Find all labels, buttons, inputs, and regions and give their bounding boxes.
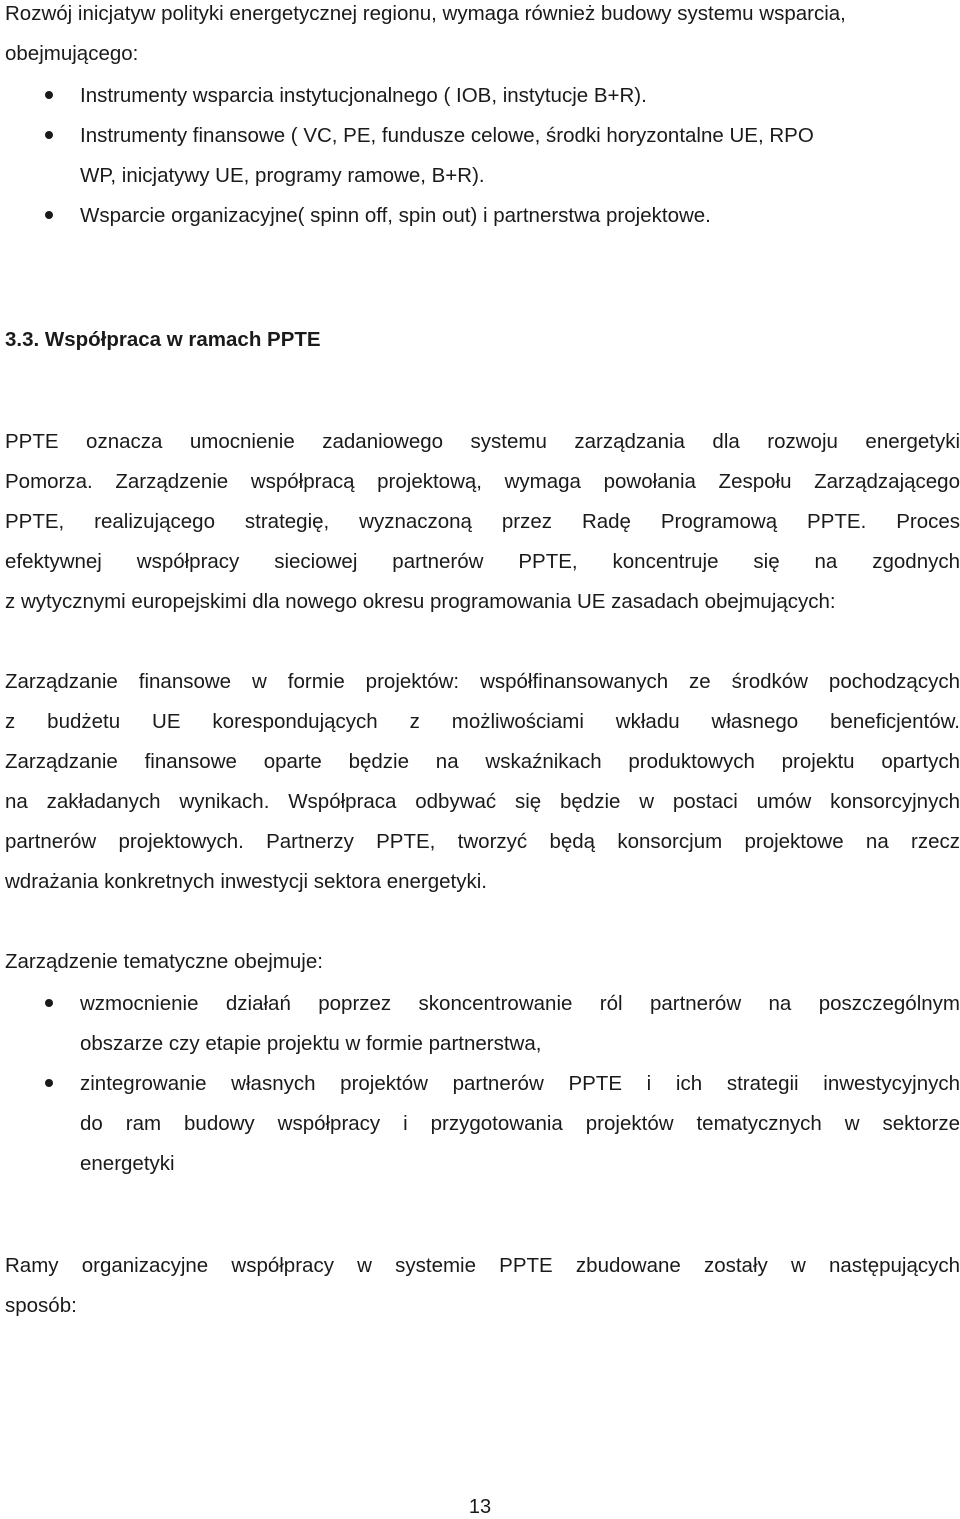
bullet-text: Wsparcie organizacyjne( spinn off, spin out) i partnerstwa projektowe. [80, 204, 711, 227]
paragraph-line: z wytycznymi europejskimi dla nowego okresu programowania UE zasadach obejmujących: [5, 590, 836, 613]
support-bullet-1 [5, 76, 960, 116]
paragraph-line: sposób: [5, 1294, 77, 1317]
bullet-text: Instrumenty wsparcia instytucjonalnego ( IOB, instytucje B+R). [80, 84, 647, 107]
paragraph-line: partnerów projektowych. Partnerzy PPTE, tworzyć będą konsorcjum projektowe na rzecz [5, 830, 960, 853]
intro-line-2: obejmującego: [5, 42, 139, 65]
bullet-text: wzmocnienie działań poprzez skoncentrowanie ról partnerów na poszczególnym [80, 992, 960, 1015]
paragraph-line: Zarządzanie finansowe w formie projektów: współfinansowanych ze środków pochodzących [5, 670, 960, 693]
bullet-text: do ram budowy współpracy i przygotowania projektów tematycznych w sektorze [80, 1112, 960, 1135]
paragraph-line: PPTE, realizującego strategię, wyznaczoną przez Radę Programową PPTE. Proces [5, 510, 960, 533]
bullet-dot-icon [45, 131, 53, 139]
paragraph-line: z budżetu UE korespondujących z możliwościami wkładu własnego beneficjentów. [5, 710, 960, 733]
support-bullet-3 [5, 196, 960, 236]
thematic-bullet-1 [5, 984, 960, 1064]
support-bullet-2 [5, 116, 960, 196]
bullet-dot-icon [45, 1079, 53, 1087]
bullet-dot-icon [45, 211, 53, 219]
thematic-bullet-2 [5, 1064, 960, 1184]
paragraph-line: efektywnej współpracy sieciowej partnerów PPTE, koncentruje się na zgodnych [5, 550, 960, 573]
paragraph-line: Zarządzanie finansowe oparte będzie na wskaźnikach produktowych projektu opartych [5, 750, 960, 773]
paragraph-line: PPTE oznacza umocnienie zadaniowego systemu zarządzania dla rozwoju energetyki [5, 430, 960, 453]
bullet-dot-icon [45, 999, 53, 1007]
bullet-text: energetyki [80, 1152, 175, 1175]
page-number: 13 [468, 1496, 492, 1518]
intro-paragraph [5, 0, 960, 74]
framework-paragraph [5, 1246, 960, 1326]
bullet-text: WP, inicjatywy UE, programy ramowe, B+R). [80, 164, 485, 187]
thematic-intro [5, 942, 960, 982]
bullet-text: obszarze czy etapie projektu w formie partnerstwa, [80, 1032, 542, 1055]
bullet-text: Instrumenty finansowe ( VC, PE, fundusze celowe, środki horyzontalne UE, RPO [80, 124, 814, 147]
thematic-intro-line: Zarządzenie tematyczne obejmuje: [5, 950, 323, 973]
section-heading: 3.3. Współpraca w ramach PPTE [5, 328, 321, 351]
paragraph-line: Ramy organizacyjne współpracy w systemie PPTE zbudowane zostały w następujących [5, 1254, 960, 1277]
finance-paragraph [5, 662, 960, 902]
paragraph-line: Pomorza. Zarządzenie współpracą projektową, wymaga powołania Zespołu Zarządzającego [5, 470, 960, 493]
bullet-text: zintegrowanie własnych projektów partnerów PPTE i ich strategii inwestycyjnych [80, 1072, 960, 1095]
intro-line-1: Rozwój inicjatyw polityki energetycznej regionu, wymaga również budowy systemu wsparcia, [5, 2, 846, 25]
ppte-paragraph [5, 422, 960, 622]
paragraph-line: wdrażania konkretnych inwestycji sektora energetyki. [5, 870, 487, 893]
bullet-dot-icon [45, 91, 53, 99]
paragraph-line: na zakładanych wynikach. Współpraca odbywać się będzie w postaci umów konsorcyjnych [5, 790, 960, 813]
